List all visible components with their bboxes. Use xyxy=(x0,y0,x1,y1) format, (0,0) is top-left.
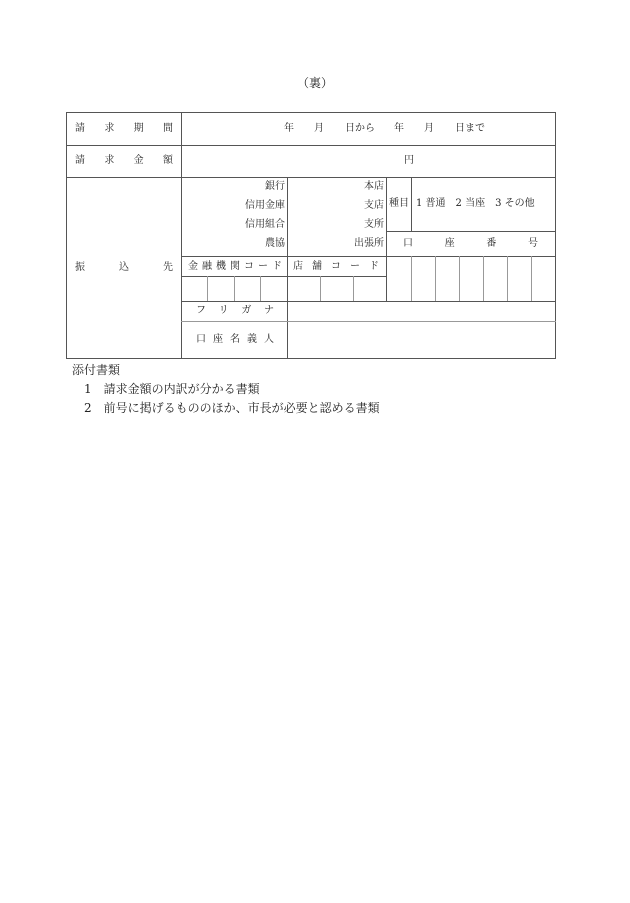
label-char: 融 xyxy=(202,261,212,272)
attachments-heading: 添付書類 xyxy=(72,363,121,377)
label-char: ナ xyxy=(263,305,274,316)
account-number-label xyxy=(403,238,538,250)
bank-code-cell-1[interactable] xyxy=(182,277,207,301)
row-divider-2 xyxy=(66,177,556,178)
bank-code-cell-2[interactable] xyxy=(208,277,234,301)
label-char: ー xyxy=(350,261,360,272)
attachment-text: 前号に掲げるもののほか、市長が必要と認める書類 xyxy=(103,401,380,415)
bank-code-label xyxy=(188,261,282,273)
furigana-label xyxy=(196,305,274,317)
label-char: 振 xyxy=(75,262,85,273)
label-char: 求 xyxy=(104,155,115,166)
account-type-label: 種目 xyxy=(389,198,409,209)
label-char: 金 xyxy=(188,261,198,272)
label-char: 座 xyxy=(213,334,223,345)
account-type-bottom xyxy=(386,231,556,232)
branch-type-sub-branch[interactable]: 支所 xyxy=(364,219,384,230)
account-holder-label xyxy=(196,334,274,346)
period-day-until[interactable]: 日まで xyxy=(455,123,485,134)
label-char: リ xyxy=(218,305,229,316)
label-char: 求 xyxy=(104,123,115,134)
label-char: 店 xyxy=(293,261,303,272)
account-number-cell-2[interactable] xyxy=(412,257,435,301)
label-char: 名 xyxy=(230,334,240,345)
amount-yen-field[interactable]: 円 xyxy=(404,155,414,166)
branch-code-label xyxy=(293,261,379,273)
account-number-cell-4[interactable] xyxy=(460,257,483,301)
label-char: 額 xyxy=(162,155,173,166)
branch-code-cell-3[interactable] xyxy=(354,277,386,301)
label-char: フ xyxy=(196,305,206,316)
label-char: 座 xyxy=(444,238,455,249)
transfer-to-label xyxy=(75,262,173,274)
branch-code-cell-1[interactable] xyxy=(288,277,320,301)
table-border-left xyxy=(66,112,67,359)
label-char: 義 xyxy=(247,334,257,345)
label-char: 口 xyxy=(403,238,413,249)
account-number-cell-1[interactable] xyxy=(387,257,411,301)
label-char: 口 xyxy=(196,334,206,345)
attachment-num: 1 xyxy=(84,382,92,396)
label-char: 人 xyxy=(264,334,274,345)
period-month-until[interactable]: 月 xyxy=(424,123,434,134)
label-char: 間 xyxy=(162,123,173,134)
label-char: ド xyxy=(369,261,379,272)
label-char: ド xyxy=(272,261,282,272)
period-day-from[interactable]: 日から xyxy=(345,123,375,134)
label-char: 請 xyxy=(75,155,85,166)
account-type-divider xyxy=(411,177,412,231)
period-month-from[interactable]: 月 xyxy=(314,123,324,134)
account-number-cell-6[interactable] xyxy=(508,257,531,301)
account-number-cell-7[interactable] xyxy=(532,257,555,301)
label-char: ー xyxy=(258,261,268,272)
label-char: 番 xyxy=(486,238,497,249)
account-holder-field[interactable] xyxy=(288,322,555,358)
page-title: （裏） xyxy=(296,76,333,90)
furigana-field[interactable] xyxy=(288,302,555,321)
branch-type-agency[interactable]: 出張所 xyxy=(354,238,384,249)
label-char: 関 xyxy=(230,261,240,272)
branch-code-cell-2[interactable] xyxy=(321,277,353,301)
period-year-from[interactable]: 年 xyxy=(284,123,294,134)
table-border-bottom xyxy=(66,358,556,359)
label-char: 金 xyxy=(133,155,144,166)
account-number-cell-5[interactable] xyxy=(484,257,507,301)
bank-code-cell-4[interactable] xyxy=(261,277,287,301)
request-amount-label xyxy=(75,155,173,167)
label-char: コ xyxy=(244,261,254,272)
request-period-label xyxy=(75,123,173,135)
label-char: 先 xyxy=(163,262,173,273)
institution-type-bank[interactable]: 銀行 xyxy=(265,181,285,192)
label-char: コ xyxy=(331,261,341,272)
label-char: 号 xyxy=(527,238,538,249)
institution-type-credit-union[interactable]: 信用組合 xyxy=(245,219,285,230)
row-divider-1 xyxy=(66,145,556,146)
bank-code-cell-3[interactable] xyxy=(235,277,260,301)
table-border-top xyxy=(66,112,556,113)
branch-type-branch[interactable]: 支店 xyxy=(364,200,384,211)
attachment-text: 請求金額の内訳が分かる書類 xyxy=(103,382,260,396)
institution-type-agri-coop[interactable]: 農協 xyxy=(265,238,285,249)
account-number-cell-3[interactable] xyxy=(436,257,459,301)
label-char: 込 xyxy=(119,262,129,273)
account-type-options[interactable]: 1 普通 2 当座 3 その他 xyxy=(416,198,535,209)
label-char: ガ xyxy=(241,305,252,316)
branch-type-head-office[interactable]: 本店 xyxy=(364,181,384,192)
attachment-num: 2 xyxy=(84,401,92,415)
attachment-item-2 xyxy=(84,400,380,416)
label-char: 期 xyxy=(133,123,144,134)
institution-type-shinkin[interactable]: 信用金庫 xyxy=(245,200,285,211)
label-char: 請 xyxy=(75,123,85,134)
period-year-until[interactable]: 年 xyxy=(394,123,404,134)
label-char: 機 xyxy=(216,261,226,272)
label-char: 舗 xyxy=(312,261,322,272)
attachment-item-1 xyxy=(84,381,260,397)
